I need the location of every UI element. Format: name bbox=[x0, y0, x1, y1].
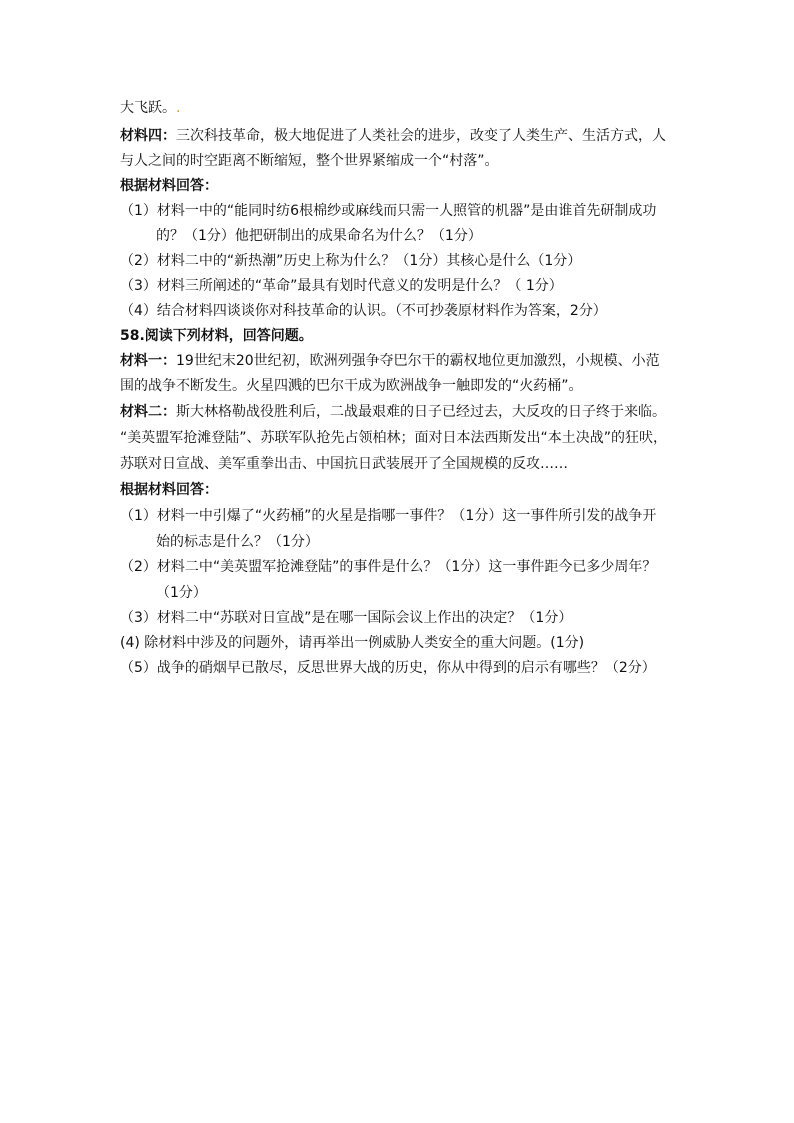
question-line: 始的标志是什么？（1分） bbox=[156, 534, 319, 550]
text-line: 苏联对日宣战、美军重拳出击、中国抗日武装展开了全国规模的反攻…… bbox=[120, 456, 568, 472]
question-line: （1）材料一中引爆了“火药桶”的火星是指哪一事件？（1分）这一事件所引发的战争开 bbox=[120, 508, 657, 524]
material-label: 材料一： bbox=[120, 353, 176, 369]
text-line: 材料二：斯大林格勒战役胜利后，二战最艰难的日子已经过去，大反攻的日子终于来临。 bbox=[120, 404, 666, 420]
text-line: 材料一：19世纪末20世纪初，欧洲列强争夺巴尔干的霸权地位更加激烈，小规模、小范 bbox=[120, 353, 660, 369]
question-line: （5）战争的硝烟早已散尽，反思世界大战的历史，你从中得到的启示有哪些？（2分） bbox=[120, 660, 656, 676]
question-line: （1分） bbox=[156, 585, 207, 601]
question-line: （3）材料二中“苏联对日宣战”是在哪一国际会议上作出的决定？（1分） bbox=[120, 610, 573, 626]
text-line: 材料四：三次科技革命，极大地促进了人类社会的进步，改变了人类生产、生活方式，人 bbox=[120, 128, 666, 144]
question-line: （4）结合材料四谈谈你对科技革命的认识。（不可抄袭原材料作为答案，2分） bbox=[120, 303, 607, 319]
question-line: （2）材料二中“美英盟军抢滩登陆”的事件是什么？（1分）这一事件距今已多少周年？ bbox=[120, 559, 657, 575]
question-line: (4) 除材料中涉及的问题外，请再举出一例威胁人类安全的重大问题。(1分) bbox=[120, 635, 585, 651]
question-line: （1）材料一中的“能同时纺6根棉纱或麻线而只需一人照管的机器”是由谁首先研制成功 bbox=[120, 203, 657, 219]
stray-dot: . bbox=[176, 100, 181, 116]
section-heading: 根据材料回答： bbox=[120, 482, 218, 498]
text-line: 大飞跃。. bbox=[120, 100, 181, 116]
question-line: （2）材料二中的“新热潮”历史上称为什么？（1分）其核心是什么（1分） bbox=[120, 253, 582, 269]
text-line: 与人之间的时空距离不断缩短，整个世界紧缩成一个“村落”。 bbox=[120, 153, 499, 169]
material-label: 材料四： bbox=[120, 128, 176, 144]
section-heading: 根据材料回答： bbox=[120, 178, 218, 194]
question-heading: 58.阅读下列材料，回答问题。 bbox=[120, 328, 313, 344]
question-line: 的？（1分）他把研制出的成果命名为什么？（1分） bbox=[156, 228, 482, 244]
material-label: 材料二： bbox=[120, 404, 176, 420]
text-line: 围的战争不断发生。火星四溅的巴尔干成为欧洲战争一触即发的“火药桶”。 bbox=[120, 378, 583, 394]
text-line: “美英盟军抢滩登陆”、苏联军队抢先占领柏林；面对日本法西斯发出“本土决战”的狂吠， bbox=[120, 430, 668, 446]
question-line: （3）材料三所阐述的“革命”最具有划时代意义的发明是什么？（ 1分） bbox=[120, 278, 563, 294]
